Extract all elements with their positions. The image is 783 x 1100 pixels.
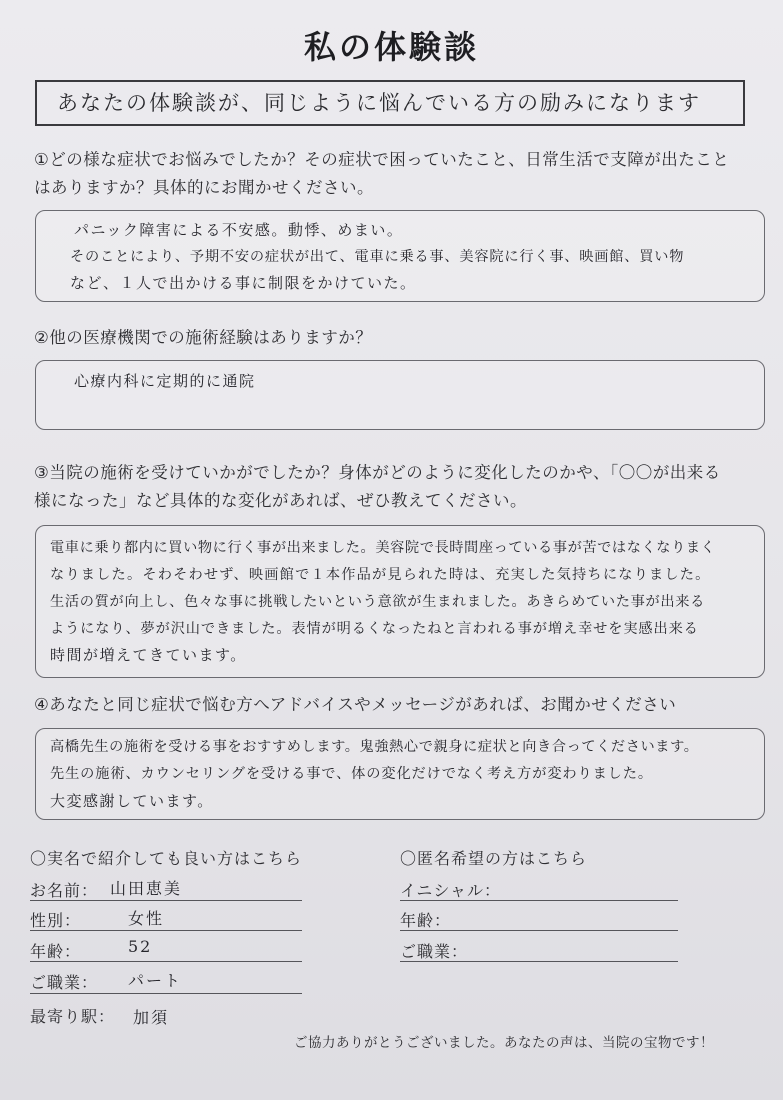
answer-1-line: など、１人で出かける事に制限をかけていた。 [70,274,417,292]
name-label: お名前： [30,881,99,900]
gender-label: 性別： [30,911,82,930]
initial-label: イニシャル： [400,881,502,900]
answer-box-3 [35,525,765,678]
anon-job-label: ご職業： [400,942,469,961]
job-value: パート [128,971,183,990]
anon-age-label: 年齢： [400,911,452,930]
age-value: 52 [128,937,153,956]
question-3-line-1: ③当院の施術を受けていかがでしたか？身体がどのように変化したのかや、「〇〇が出来る [34,463,721,482]
question-2-line-1: ②他の医療機関での施術経験はありますか？ [34,328,373,347]
anonymous-heading: 〇匿名希望の方はこちら [400,849,588,868]
name-value: 山田恵美 [110,879,183,898]
station-label: 最寄り駅： [30,1007,116,1026]
answer-3-line: 電車に乗り都内に買い物に行く事が出来ました。美容院で長時間座っている事が苦ではなくなりまく [50,540,716,556]
answer-3-line: ようになり、夢が沢山できました。表情が明るくなったねと言われる事が増え幸せを実感出来る [50,621,699,637]
anon-job-underline [400,961,678,962]
real-name-heading: 〇実名で紹介しても良い方はこちら [30,849,303,868]
question-1-line-2: はありますか？具体的にお聞かせください。 [34,178,374,197]
anon-age-underline [400,930,678,931]
question-3-line-2: 様になった」など具体的な変化があれば、ぜひ教えてください。 [34,491,527,510]
answer-4-line: 大変感謝しています。 [50,792,214,810]
answer-3-line: 生活の質が向上し、色々な事に挑戦したいという意欲が生まれました。あきらめていた事が出来る [50,594,706,610]
answer-4-line: 先生の施術、カウンセリングを受ける事で、体の変化だけでなく考え方が変わりました。 [50,766,653,782]
question-4-line-1: ④あなたと同じ症状で悩む方へアドバイスやメッセージがあれば、お聞かせください [34,695,677,714]
answer-box-4 [35,728,765,820]
answer-box-2 [35,360,765,430]
answer-box-1 [35,210,765,302]
name-underline [30,900,302,901]
thanks-note: ご協力ありがとうございました。あなたの声は、当院の宝物です！ [294,1035,714,1051]
page-title: 私の体験談 [303,28,479,66]
job-underline [30,993,302,994]
age-underline [30,961,302,962]
answer-3-line: 時間が増えてきています。 [50,646,247,664]
answer-2-line: 心療内科に定期的に通院 [74,372,256,390]
answer-3-line: なりました。そわそわせず、映画館で１本作品が見られた時は、充実した気持ちになりました。 [50,567,711,583]
job-label: ご職業： [30,973,99,992]
answer-4-line: 高橋先生の施術を受ける事をおすすめします。鬼強熱心で親身に症状と向き合ってくださいます。 [50,739,699,755]
answer-1-line: そのことにより、予期不安の症状が出て、電車に乗る事、美容院に行く事、映画館、買い物 [70,249,685,265]
station-value: 加須 [133,1008,170,1027]
age-label: 年齢： [30,942,82,961]
gender-value: 女性 [128,909,165,928]
gender-underline [30,930,302,931]
question-1-line-1: ①どの様な症状でお悩みでしたか？その症状で困っていたこと、日常生活で支障が出たこと [34,150,730,169]
intro-banner: あなたの体験談が、同じように悩んでいる方の励みになります [35,80,745,126]
answer-1-line: パニック障害による不安感。動悸、めまい。 [74,221,404,239]
initial-underline [400,900,678,901]
